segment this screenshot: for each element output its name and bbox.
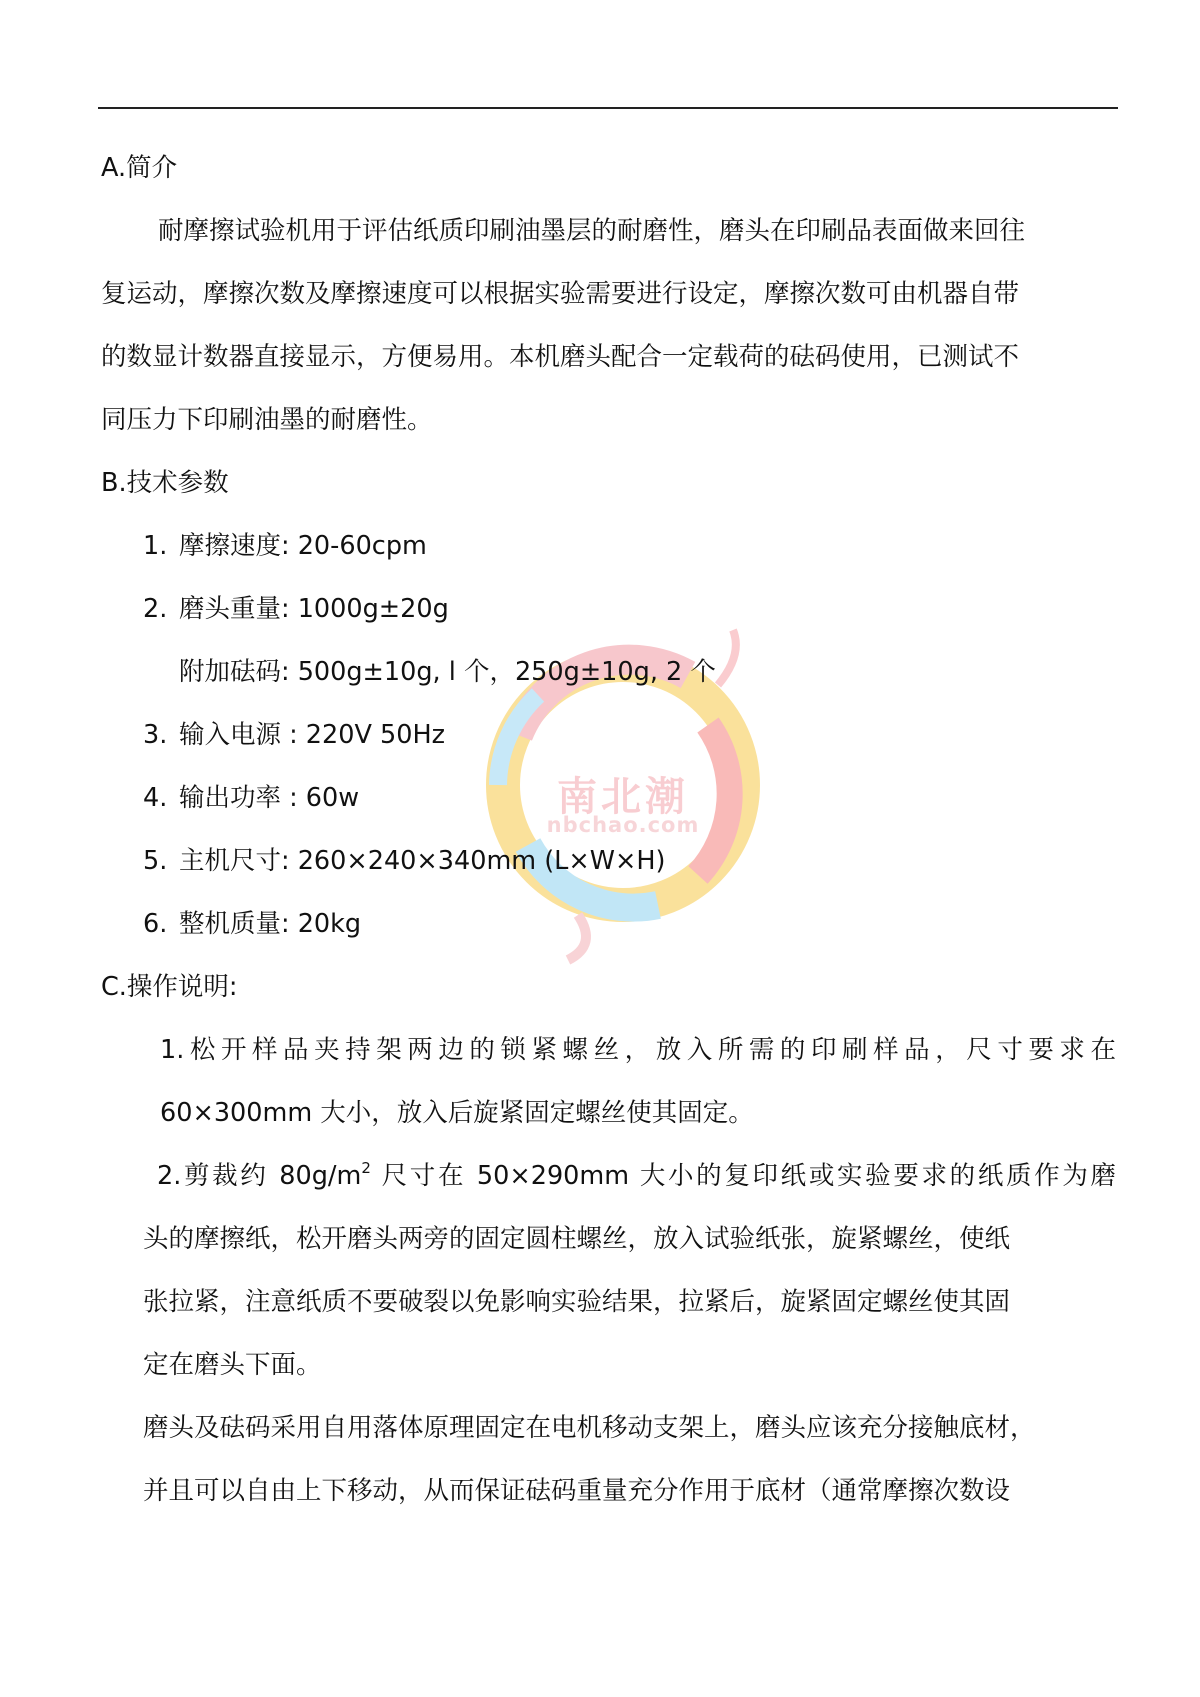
- spec-item-extra-weights: [143, 656, 716, 688]
- spec-item-2: [143, 593, 449, 625]
- section-a-heading: A.简介: [101, 153, 178, 183]
- intro-line-4: 同压力下印刷油墨的耐磨性。: [101, 405, 433, 435]
- spec-item-text: 磨头重量: 1000g±20g: [179, 594, 449, 624]
- step-2-line-2: 头的摩擦纸，松开磨头两旁的固定圆柱螺丝，放入试验纸张，旋紧螺丝，使纸: [143, 1224, 1011, 1254]
- spec-item-1: [143, 530, 427, 562]
- header-rule: [98, 107, 1118, 109]
- step-1-line-2: 60×300mm 大小，放入后旋紧固定螺丝使其固定。: [160, 1098, 754, 1128]
- spec-item-number: 1.: [143, 531, 168, 561]
- step-2-line-1: [157, 1160, 1116, 1192]
- note-line-1: 磨头及砝码采用自用落体原理固定在电机移动支架上，磨头应该充分接触底材，: [143, 1413, 1036, 1443]
- watermark-brand-cn: 南北潮: [557, 773, 689, 820]
- section-c-heading: C.操作说明:: [101, 972, 238, 1002]
- spec-item-number: 5.: [143, 846, 168, 876]
- note-line-2: 并且可以自由上下移动，从而保证砝码重量充分作用于底材（通常摩擦次数设: [143, 1476, 1011, 1506]
- spec-item-5: [143, 845, 665, 877]
- superscript-2: 2: [361, 1159, 371, 1177]
- step-2-line-3: 张拉紧，注意纸质不要破裂以免影响实验结果，拉紧后，旋紧固定螺丝使其固: [143, 1287, 1011, 1317]
- spec-item-text: 主机尺寸: 260×240×340mm (L×W×H): [179, 846, 666, 876]
- spec-item-text: 附加砝码: 500g±10g, l 个，250g±10g, 2 个: [179, 657, 716, 687]
- spec-item-3: [143, 719, 445, 751]
- spec-item-number: 2.: [143, 594, 168, 624]
- spec-item-text: 摩擦速度: 20-60cpm: [179, 531, 427, 561]
- step-2-line-4: 定在磨头下面。: [143, 1350, 322, 1380]
- spec-item-text: 输出功率 : 60w: [179, 783, 360, 813]
- spec-item-4: [143, 782, 359, 814]
- intro-line-1: 耐摩擦试验机用于评估纸质印刷油墨层的耐磨性，磨头在印刷品表面做来回往: [158, 216, 1026, 246]
- section-b-heading: B.技术参数: [101, 468, 229, 498]
- intro-line-3: 的数显计数器直接显示，方便易用。本机磨头配合一定载荷的砝码使用，已测试不: [101, 342, 1020, 372]
- step-1-line-1: 1.松开样品夹持架两边的锁紧螺丝，放入所需的印刷样品，尺寸要求在: [160, 1035, 1116, 1065]
- spec-item-text: 整机质量: 20kg: [179, 909, 362, 939]
- step-2-text-start: 2.剪裁约 80g/m: [157, 1161, 362, 1191]
- spec-item-6: [143, 908, 361, 940]
- spec-item-text: 输入电源 : 220V 50Hz: [179, 720, 446, 750]
- step-2-text-end: 尺寸在 50×290mm 大小的复印纸或实验要求的纸质作为磨: [370, 1161, 1116, 1191]
- spec-item-number: 4.: [143, 783, 168, 813]
- spec-item-number: 6.: [143, 909, 168, 939]
- intro-line-2: 复运动，摩擦次数及摩擦速度可以根据实验需要进行设定，摩擦次数可由机器自带: [101, 279, 1020, 309]
- watermark-brand-en: nbchao.com: [546, 813, 700, 837]
- spec-item-number: 3.: [143, 720, 168, 750]
